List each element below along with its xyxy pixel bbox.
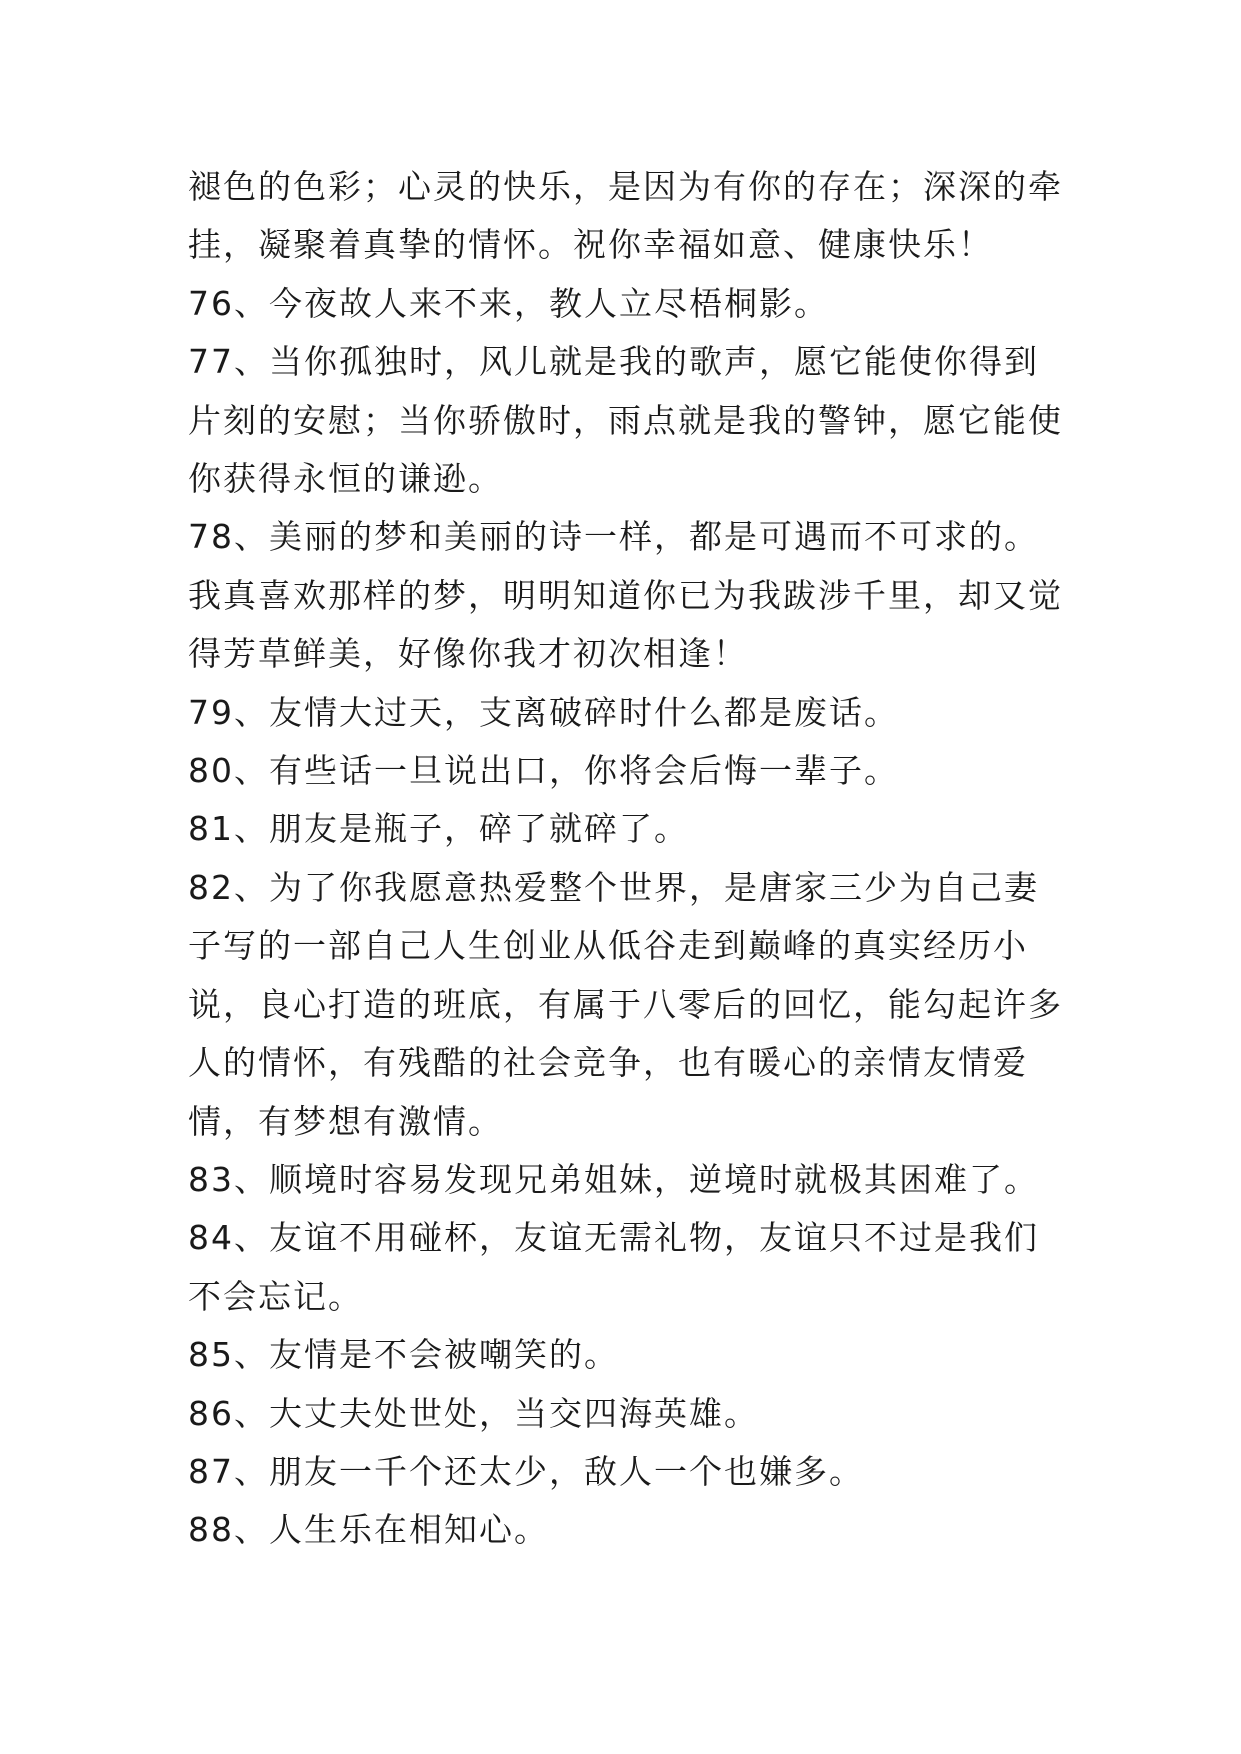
paragraph-81: 81、朋友是瓶子，碎了就碎了。 bbox=[188, 809, 689, 849]
paragraph-78: 78、美丽的梦和美丽的诗一样，都是可遇而不可求的。我真喜欢那样的梦，明明知道你已为我跋涉千里，却又觉得芳草鲜美，好像你我才初次相逢！ bbox=[188, 517, 1063, 674]
paragraph-80: 80、有些话一旦说出口，你将会后悔一辈子。 bbox=[188, 751, 899, 791]
paragraph-continuation: 褪色的色彩；心灵的快乐，是因为有你的存在；深深的牵挂，凝聚着真挚的情怀。祝你幸福如意、健康快乐！ bbox=[188, 167, 1063, 265]
paragraph-86: 86、大丈夫处世处，当交四海英雄。 bbox=[188, 1393, 759, 1433]
paragraph-85: 85、友情是不会被嘲笑的。 bbox=[188, 1335, 619, 1375]
paragraph-82: 82、为了你我愿意热爱整个世界，是唐家三少为自己妻子写的一部自己人生创业从低谷走到巅峰的真实经历小说，良心打造的班底，有属于八零后的回忆，能勾起许多人的情怀，有残酷的社会竞争，也有暖心的亲情友情爱情，有梦想有激情。 bbox=[188, 867, 1063, 1141]
paragraph-76: 76、今夜故人来不来，教人立尽梧桐影。 bbox=[188, 283, 829, 323]
paragraph-88: 88、人生乐在相知心。 bbox=[188, 1510, 549, 1550]
document-body bbox=[188, 158, 1068, 1560]
paragraph-84: 84、友谊不用碰杯，友谊无需礼物，友谊只不过是我们不会忘记。 bbox=[188, 1218, 1039, 1316]
paragraph-83: 83、顺境时容易发现兄弟姐妹，逆境时就极其困难了。 bbox=[188, 1159, 1039, 1199]
paragraph-77: 77、当你孤独时，风儿就是我的歌声，愿它能使你得到片刻的安慰；当你骄傲时，雨点就是我的警钟，愿它能使你获得永恒的谦逊。 bbox=[188, 342, 1063, 499]
paragraph-87: 87、朋友一千个还太少，敌人一个也嫌多。 bbox=[188, 1451, 864, 1491]
paragraph-79: 79、友情大过天，支离破碎时什么都是废话。 bbox=[188, 692, 899, 732]
